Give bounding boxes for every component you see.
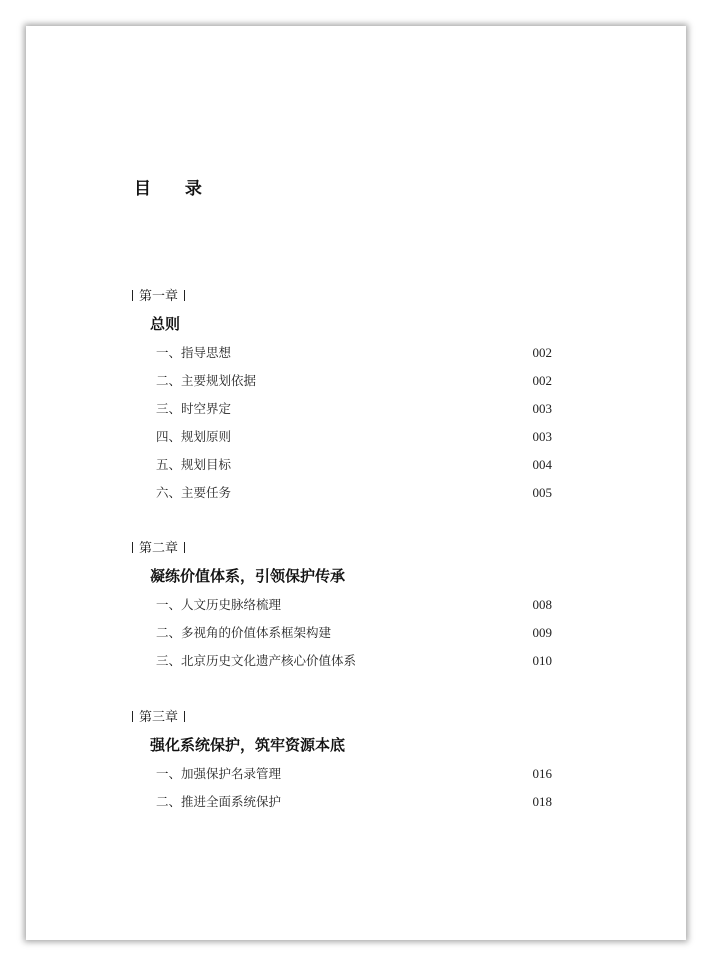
toc-entry[interactable]	[132, 788, 552, 816]
chapter-1	[132, 285, 552, 507]
toc-title: 目 录	[134, 179, 216, 199]
entry-title: 二、多视角的价值体系框架构建	[156, 625, 332, 640]
entry-page-number: 002	[532, 345, 552, 360]
chapter-number: 第一章	[139, 289, 179, 304]
entry-page-number: 005	[532, 485, 552, 500]
chapter-label	[132, 537, 552, 561]
toc-entry[interactable]	[132, 423, 552, 451]
toc-entry[interactable]	[132, 479, 552, 507]
entry-page-number: 009	[532, 625, 552, 640]
divider-bar	[132, 290, 133, 301]
chapter-label	[132, 285, 552, 309]
toc-entry[interactable]	[132, 619, 552, 647]
entry-title: 三、北京历史文化遗产核心价值体系	[156, 653, 357, 668]
toc-entry[interactable]	[132, 647, 552, 675]
toc-entry[interactable]	[132, 367, 552, 395]
entry-title: 四、规划原则	[156, 429, 232, 444]
entry-title: 二、主要规划依据	[156, 373, 257, 388]
chapter-title: 强化系统保护，筑牢资源本底	[150, 736, 346, 754]
divider-bar	[184, 290, 185, 301]
entry-page-number: 018	[532, 794, 552, 809]
entry-page-number: 003	[532, 401, 552, 416]
entry-title: 三、时空界定	[156, 401, 232, 416]
toc-entry[interactable]	[132, 760, 552, 788]
entry-title: 一、人文历史脉络梳理	[156, 597, 282, 612]
toc-entry[interactable]	[132, 339, 552, 367]
divider-bar	[184, 711, 185, 722]
chapter-label	[132, 706, 552, 730]
entry-title: 二、推进全面系统保护	[156, 794, 282, 809]
entry-page-number: 004	[532, 457, 552, 472]
entry-title: 一、指导思想	[156, 345, 232, 360]
chapter-number: 第三章	[139, 710, 179, 725]
divider-bar	[184, 542, 185, 553]
entry-page-number: 008	[532, 597, 552, 612]
toc-entry[interactable]	[132, 395, 552, 423]
toc-entry[interactable]	[132, 451, 552, 479]
chapter-2	[132, 537, 552, 675]
entry-page-number: 003	[532, 429, 552, 444]
chapter-title: 总则	[150, 315, 181, 333]
toc-entry[interactable]	[132, 591, 552, 619]
chapter-3	[132, 706, 552, 816]
entry-title: 一、加强保护名录管理	[156, 766, 282, 781]
entry-page-number: 010	[532, 653, 552, 668]
entry-page-number: 002	[532, 373, 552, 388]
chapter-number: 第二章	[139, 541, 179, 556]
chapter-title: 凝练价值体系，引领保护传承	[150, 567, 346, 585]
entry-page-number: 016	[532, 766, 552, 781]
entry-title: 五、规划目标	[156, 457, 232, 472]
document-page	[26, 26, 686, 940]
entry-title: 六、主要任务	[156, 485, 232, 500]
divider-bar	[132, 711, 133, 722]
divider-bar	[132, 542, 133, 553]
